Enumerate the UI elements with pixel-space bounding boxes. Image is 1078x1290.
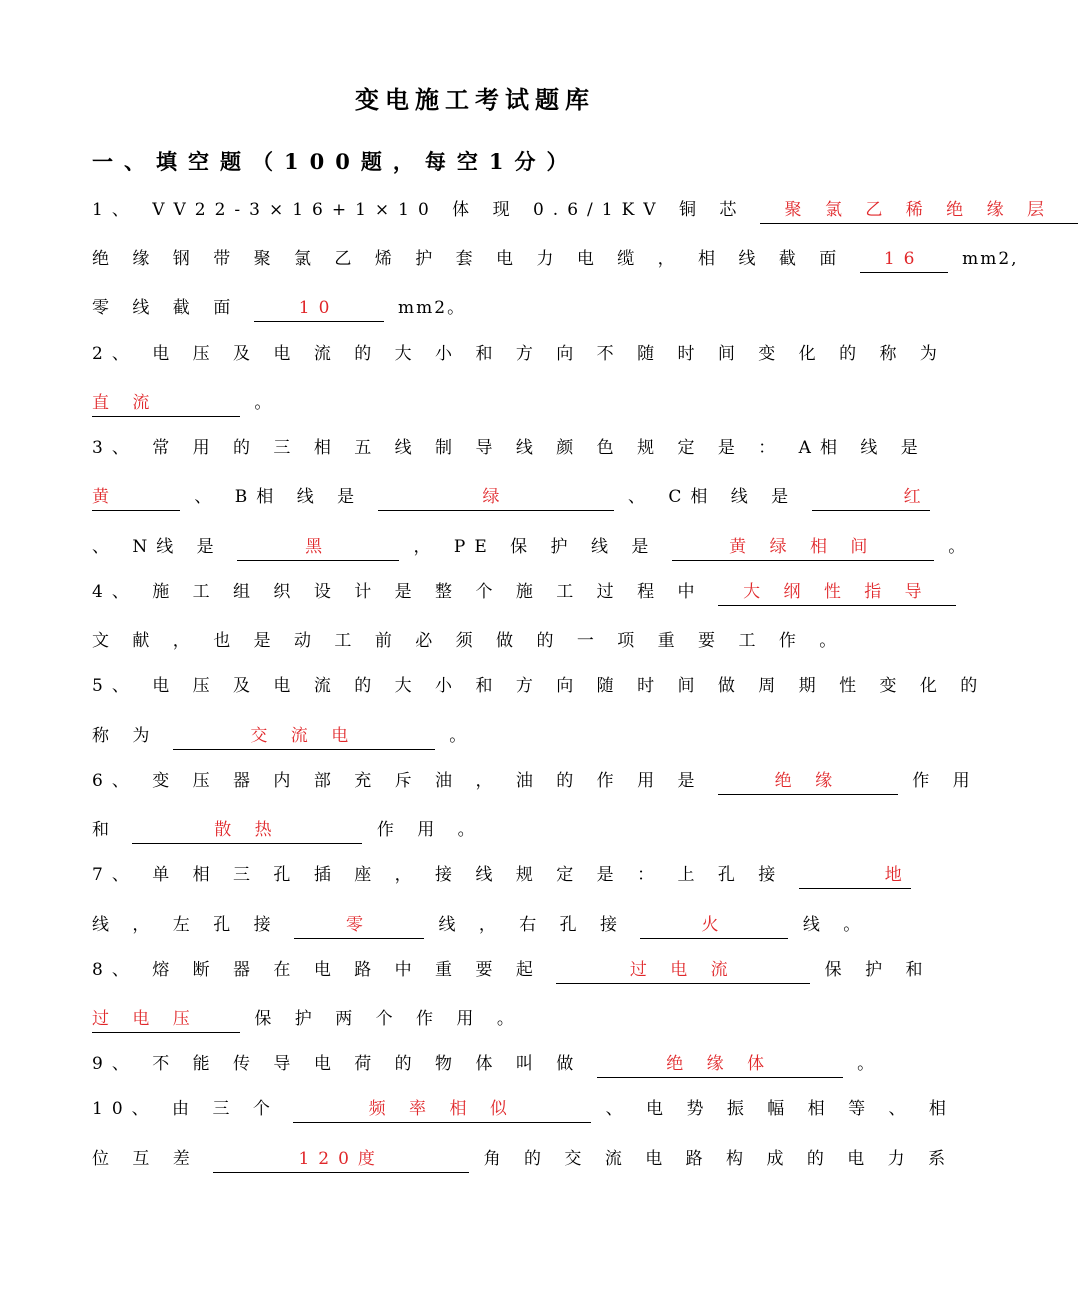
- question-text: 绝 缘 钢 带 聚 氯 乙 烯 护 套 电 力 电 缆 ， 相 线 截 面: [92, 249, 846, 269]
- question-text: 保 护 两 个 作 用 。: [254, 1009, 523, 1029]
- unit-text: mm2,: [962, 249, 1019, 269]
- question-text: 7、 单 相 三 孔 插 座 ， 接 线 规 定 是 ： 上 孔 接: [92, 865, 785, 885]
- question-text: 5、 电 压 及 电 流 的 大 小 和 方 向 随 时 间 做 周 期 性 变 化 的: [92, 676, 987, 696]
- question-1-line-2: [92, 242, 1019, 276]
- question-text: 保 护 和: [824, 960, 932, 980]
- question-8-line-2: [92, 1002, 860, 1036]
- question-text: 10、 由 三 个: [92, 1099, 279, 1119]
- answer-blank: 零: [294, 912, 424, 939]
- question-text: 位 互 差: [92, 1149, 199, 1169]
- answer-blank: 绝 缘: [718, 768, 898, 795]
- question-text: 6、 变 压 器 内 部 充 斥 油 ， 油 的 作 用 是: [92, 771, 704, 791]
- answer-blank: 黄: [92, 484, 180, 511]
- punctuation: 。: [449, 726, 476, 746]
- answer-blank: 直 流: [92, 390, 240, 417]
- answer-blank: 过 电 压: [92, 1006, 240, 1033]
- document-title: 变电施工考试题库: [355, 85, 595, 114]
- question-text: 文 献 ， 也 是 动 工 前 必 须 做 的 一 项 重 要 工 作 。: [92, 631, 846, 651]
- answer-blank: 120度: [213, 1146, 469, 1173]
- question-8-line-1: [92, 953, 932, 987]
- question-text: 1、 VV22-3×16+1×10 体 现 0.6/1KV 铜 芯: [92, 200, 746, 220]
- section-heading: 一、填空题（100题，每空1分）: [92, 149, 579, 174]
- question-10-line-2: [92, 1142, 955, 1176]
- question-text: 3、 常 用 的 三 相 五 线 制 导 线 颜 色 规 定 是 ： A相 线 是: [92, 438, 927, 458]
- answer-blank: 散 热: [132, 817, 362, 844]
- question-text: ， PE 保 护 线 是: [413, 537, 658, 557]
- question-text: 、 N线 是: [92, 537, 223, 557]
- answer-blank: 绿: [378, 484, 614, 511]
- question-5-line-2: [92, 719, 860, 753]
- question-text: 9、 不 能 传 导 电 荷 的 物 体 叫 做: [92, 1054, 583, 1074]
- punctuation: 。: [857, 1054, 884, 1074]
- answer-blank: 16: [860, 246, 948, 273]
- question-5-line-1: [92, 669, 987, 703]
- answer-blank: 绝 缘 体: [597, 1051, 843, 1078]
- question-10-line-1: [92, 1092, 955, 1126]
- question-text: 、 电 势 振 幅 相 等 、 相: [605, 1099, 955, 1119]
- question-text: 8、 熔 断 器 在 电 路 中 重 要 起: [92, 960, 542, 980]
- answer-blank: 交 流 电: [173, 723, 435, 750]
- question-2-line-2: [92, 386, 860, 420]
- answer-blank: 红: [812, 484, 930, 511]
- question-text: 角 的 交 流 电 路 构 成 的 电 力 系: [483, 1149, 955, 1169]
- question-2-line-1: [92, 337, 946, 371]
- question-3-line-2: [92, 480, 930, 514]
- question-1-line-3: [92, 291, 860, 325]
- question-3-line-3: [92, 530, 975, 564]
- question-text: 和: [92, 820, 118, 840]
- punctuation: 。: [948, 537, 975, 557]
- answer-blank: 频 率 相 似: [293, 1096, 591, 1123]
- question-9-line-1: [92, 1047, 884, 1081]
- answer-blank: 聚 氯 乙 稀 绝 缘 层: [760, 197, 1078, 224]
- answer-blank: 过 电 流: [556, 957, 810, 984]
- question-text: 线 ， 右 孔 接: [438, 915, 627, 935]
- question-7-line-1: [92, 858, 911, 892]
- question-text: 、 C相 线 是: [627, 487, 798, 507]
- question-text: 线 ， 左 孔 接: [92, 915, 280, 935]
- question-3-line-1: [92, 431, 927, 465]
- answer-blank: 地: [799, 862, 911, 889]
- question-7-line-2: [92, 908, 870, 942]
- answer-blank: 火: [640, 912, 788, 939]
- question-text: 作 用: [912, 771, 979, 791]
- answer-blank: 10: [254, 295, 384, 322]
- question-text: 称 为: [92, 726, 159, 746]
- answer-blank: 黄 绿 相 间: [672, 534, 934, 561]
- question-text: 线 。: [802, 915, 870, 935]
- question-text: 作 用 。: [376, 820, 484, 840]
- question-6-line-2: [92, 813, 860, 847]
- question-6-line-1: [92, 764, 979, 798]
- question-4-line-2: [92, 624, 860, 658]
- question-4-line-1: [92, 575, 931, 609]
- unit-text: mm2。: [398, 298, 467, 318]
- punctuation: 。: [254, 393, 281, 413]
- question-1-line-1: [92, 193, 1053, 227]
- answer-blank: 大 纲 性 指 导: [718, 579, 956, 606]
- question-text: 4、 施 工 组 织 设 计 是 整 个 施 工 过 程 中: [92, 582, 704, 602]
- question-text: 、 B相 线 是: [194, 487, 364, 507]
- question-text: 零 线 截 面: [92, 298, 240, 318]
- question-text: 2、 电 压 及 电 流 的 大 小 和 方 向 不 随 时 间 变 化 的 称 为: [92, 344, 946, 364]
- answer-blank: 黑: [237, 534, 399, 561]
